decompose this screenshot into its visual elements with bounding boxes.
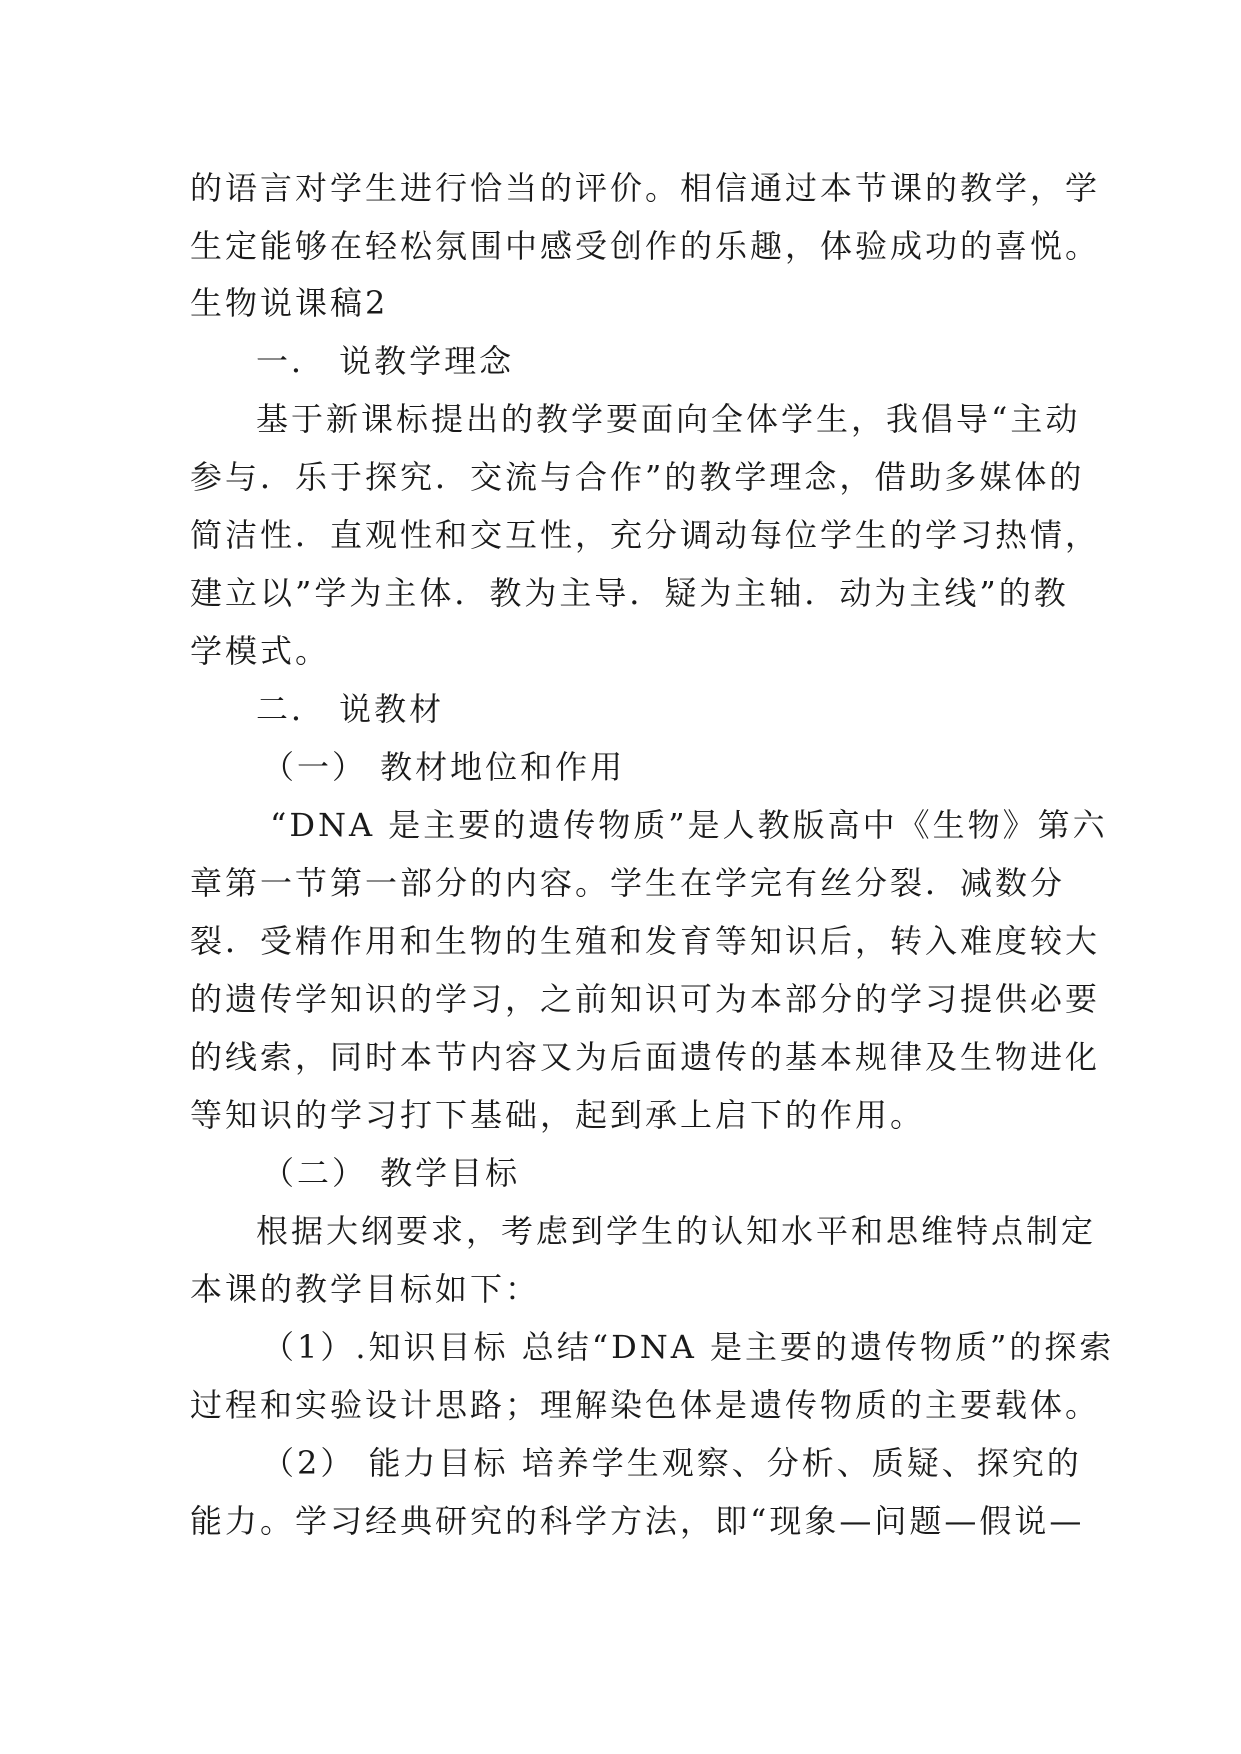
text-line: 根据大纲要求，考虑到学生的认知水平和思维特点制定 [256, 1212, 1097, 1250]
text-line: 生定能够在轻松氛围中感受创作的乐趣，体验成功的喜悦。 [190, 227, 1101, 265]
text-line: （2） 能力目标 培养学生观察、分析、质疑、探究的 [262, 1444, 1082, 1482]
text-line: 的遗传学知识的学习，之前知识可为本部分的学习提供必要 [190, 980, 1101, 1018]
text-line: 参与．乐于探究．交流与合作”的教学理念，借助多媒体的 [190, 458, 1085, 496]
text-line: 裂．受精作用和生物的生殖和发育等知识后，转入难度较大 [190, 922, 1101, 960]
text-line: 简洁性．直观性和交互性，充分调动每位学生的学习热情， [190, 516, 1101, 554]
text-line: 的线索，同时本节内容又为后面遗传的基本规律及生物进化 [190, 1038, 1101, 1076]
subheading: （一） 教材地位和作用 [262, 748, 626, 786]
text-line: 过程和实验设计思路；理解染色体是遗传物质的主要载体。 [190, 1386, 1101, 1424]
text-line: 建立以”学为主体．教为主导．疑为主轴．动为主线”的教 [190, 574, 1069, 612]
section-title: 生物说课稿2 [190, 284, 389, 322]
heading: 一． 说教学理念 [256, 342, 515, 380]
subheading: （二） 教学目标 [262, 1154, 521, 1192]
text-line: “DNA 是主要的遗传物质”是人教版高中《生物》第六 [270, 806, 1108, 844]
text-line: 章第一节第一部分的内容。学生在学完有丝分裂．减数分 [190, 864, 1066, 902]
text-line: 能力。学习经典研究的科学方法，即“现象—问题—假说— [190, 1502, 1085, 1540]
text-line: 等知识的学习打下基础，起到承上启下的作用。 [190, 1096, 926, 1134]
text-line: （1）.知识目标 总结“DNA 是主要的遗传物质”的探索 [262, 1328, 1115, 1366]
text-line: 本课的教学目标如下： [190, 1270, 541, 1308]
text-line: 学模式。 [190, 632, 331, 670]
heading: 二． 说教材 [256, 690, 445, 728]
text-line: 基于新课标提出的教学要面向全体学生，我倡导“主动 [256, 400, 1081, 438]
text-line: 的语言对学生进行恰当的评价。相信通过本节课的教学，学 [190, 169, 1101, 207]
